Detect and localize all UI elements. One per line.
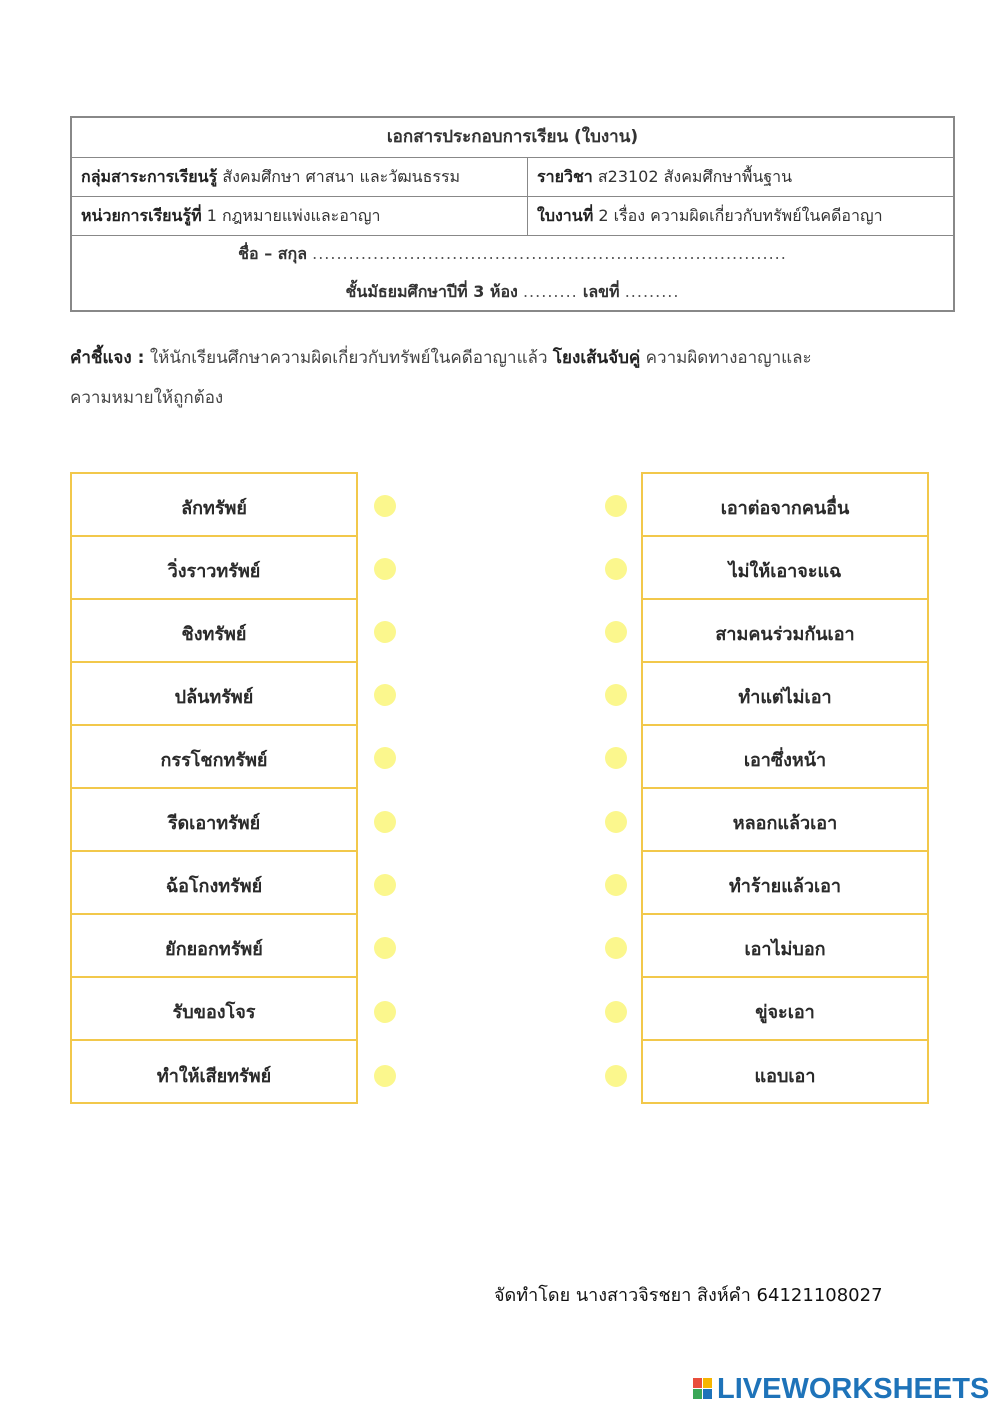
course-value: ส23102 สังคมศึกษาพื้นฐาน [597,167,793,186]
left-item: ลักทรัพย์ [72,474,356,537]
left-item: วิ่งราวทรัพย์ [72,537,356,600]
right-item: ทำแต่ไม่เอา [643,663,927,726]
worksheet-cell [528,197,953,235]
header-table [70,116,955,312]
right-item: ไม่ให้เอาจะแฉ [643,537,927,600]
left-item: รีดเอาทรัพย์ [72,789,356,852]
left-match-dot[interactable] [374,747,396,769]
instructions-text-1: ให้นักเรียนศึกษาความผิดเกี่ยวกับทรัพย์ในคดีอาญาแล้ว [149,348,548,368]
right-column [641,472,929,1104]
right-item: เอาไม่บอก [643,915,927,978]
header-row-student [72,236,953,310]
unit-cell [72,197,528,235]
left-match-dot[interactable] [374,684,396,706]
name-label: ชื่อ – สกุล [238,244,308,263]
worksheet-label: ใบงานที่ [537,206,594,225]
right-match-dot[interactable] [605,747,627,769]
left-match-dot[interactable] [374,558,396,580]
number-label: เลขที่ [582,282,620,301]
left-item: ทำให้เสียทรัพย์ [156,1066,272,1087]
left-column [70,472,358,1104]
right-match-dot[interactable] [605,1001,627,1023]
subject-group-label: กลุ่มสาระการเรียนรู้ [81,167,218,186]
left-match-dot[interactable] [374,621,396,643]
right-match-dot[interactable] [605,874,627,896]
left-item: ฉ้อโกงทรัพย์ [72,852,356,915]
right-match-dot[interactable] [605,558,627,580]
right-match-dot[interactable] [605,621,627,643]
subject-group-value: สังคมศึกษา ศาสนา และวัฒนธรรม [222,167,461,186]
liveworksheets-logo [693,1372,989,1406]
class-line [72,280,953,305]
liveworksheets-logo-text: LIVEWORKSHEETS [717,1372,990,1405]
left-match-dot[interactable] [374,811,396,833]
left-item: รับของโจร [72,978,356,1041]
right-match-dot[interactable] [605,1065,627,1087]
unit-value: 1 กฎหมายแพ่งและอาญา [206,206,381,225]
grade-label: ชั้นมัธยมศึกษาปีที่ 3 ห้อง [345,282,518,301]
left-match-dot[interactable] [374,1065,396,1087]
right-item: เอาซึ่งหน้า [643,726,927,789]
right-match-dot[interactable] [605,495,627,517]
right-match-dot[interactable] [605,811,627,833]
liveworksheets-logo-icon [693,1378,713,1400]
right-item: ทำร้ายแล้วเอา [643,852,927,915]
instructions-emphasis: โยงเส้นจับคู่ [552,348,641,368]
instructions-label: คำชี้แจง : [70,348,145,368]
course-cell [528,158,953,196]
right-item: แอบเอา [754,1066,816,1087]
left-item: ยักยอกทรัพย์ [72,915,356,978]
author-credit: จัดทำโดย นางสาวจิรชยา สิงห์คำ 64121108027 [494,1285,883,1306]
unit-label: หน่วยการเรียนรู้ที่ [81,206,202,225]
left-item: กรรโชกทรัพย์ [72,726,356,789]
number-blank[interactable]: ......... [624,282,680,301]
left-match-dot[interactable] [374,937,396,959]
right-item: สามคนร่วมกันเอา [643,600,927,663]
left-item: ปล้นทรัพย์ [72,663,356,726]
instructions [70,338,950,418]
instructions-text-2: ความผิดทางอาญาและ [645,348,812,368]
subject-group-cell [72,158,528,196]
left-match-dot[interactable] [374,874,396,896]
right-item: เอาต่อจากคนอื่น [643,474,927,537]
name-line [72,242,953,267]
name-blank[interactable]: .............................................................................. [312,244,787,263]
right-item: ขู่จะเอา [643,978,927,1041]
right-item: หลอกแล้วเอา [643,789,927,852]
instructions-text-3: ความหมายให้ถูกต้อง [70,388,224,408]
room-blank[interactable]: ......... [522,282,578,301]
left-match-dot[interactable] [374,495,396,517]
left-match-dot[interactable] [374,1001,396,1023]
header-row-subject [72,158,953,197]
right-match-dot[interactable] [605,937,627,959]
course-label: รายวิชา [537,167,593,186]
worksheet-value: 2 เรื่อง ความผิดเกี่ยวกับทรัพย์ในคดีอาญา [598,206,883,225]
left-item: ชิงทรัพย์ [72,600,356,663]
worksheet-title: เอกสารประกอบการเรียน (ใบงาน) [72,118,953,158]
header-row-unit [72,197,953,236]
right-match-dot[interactable] [605,684,627,706]
